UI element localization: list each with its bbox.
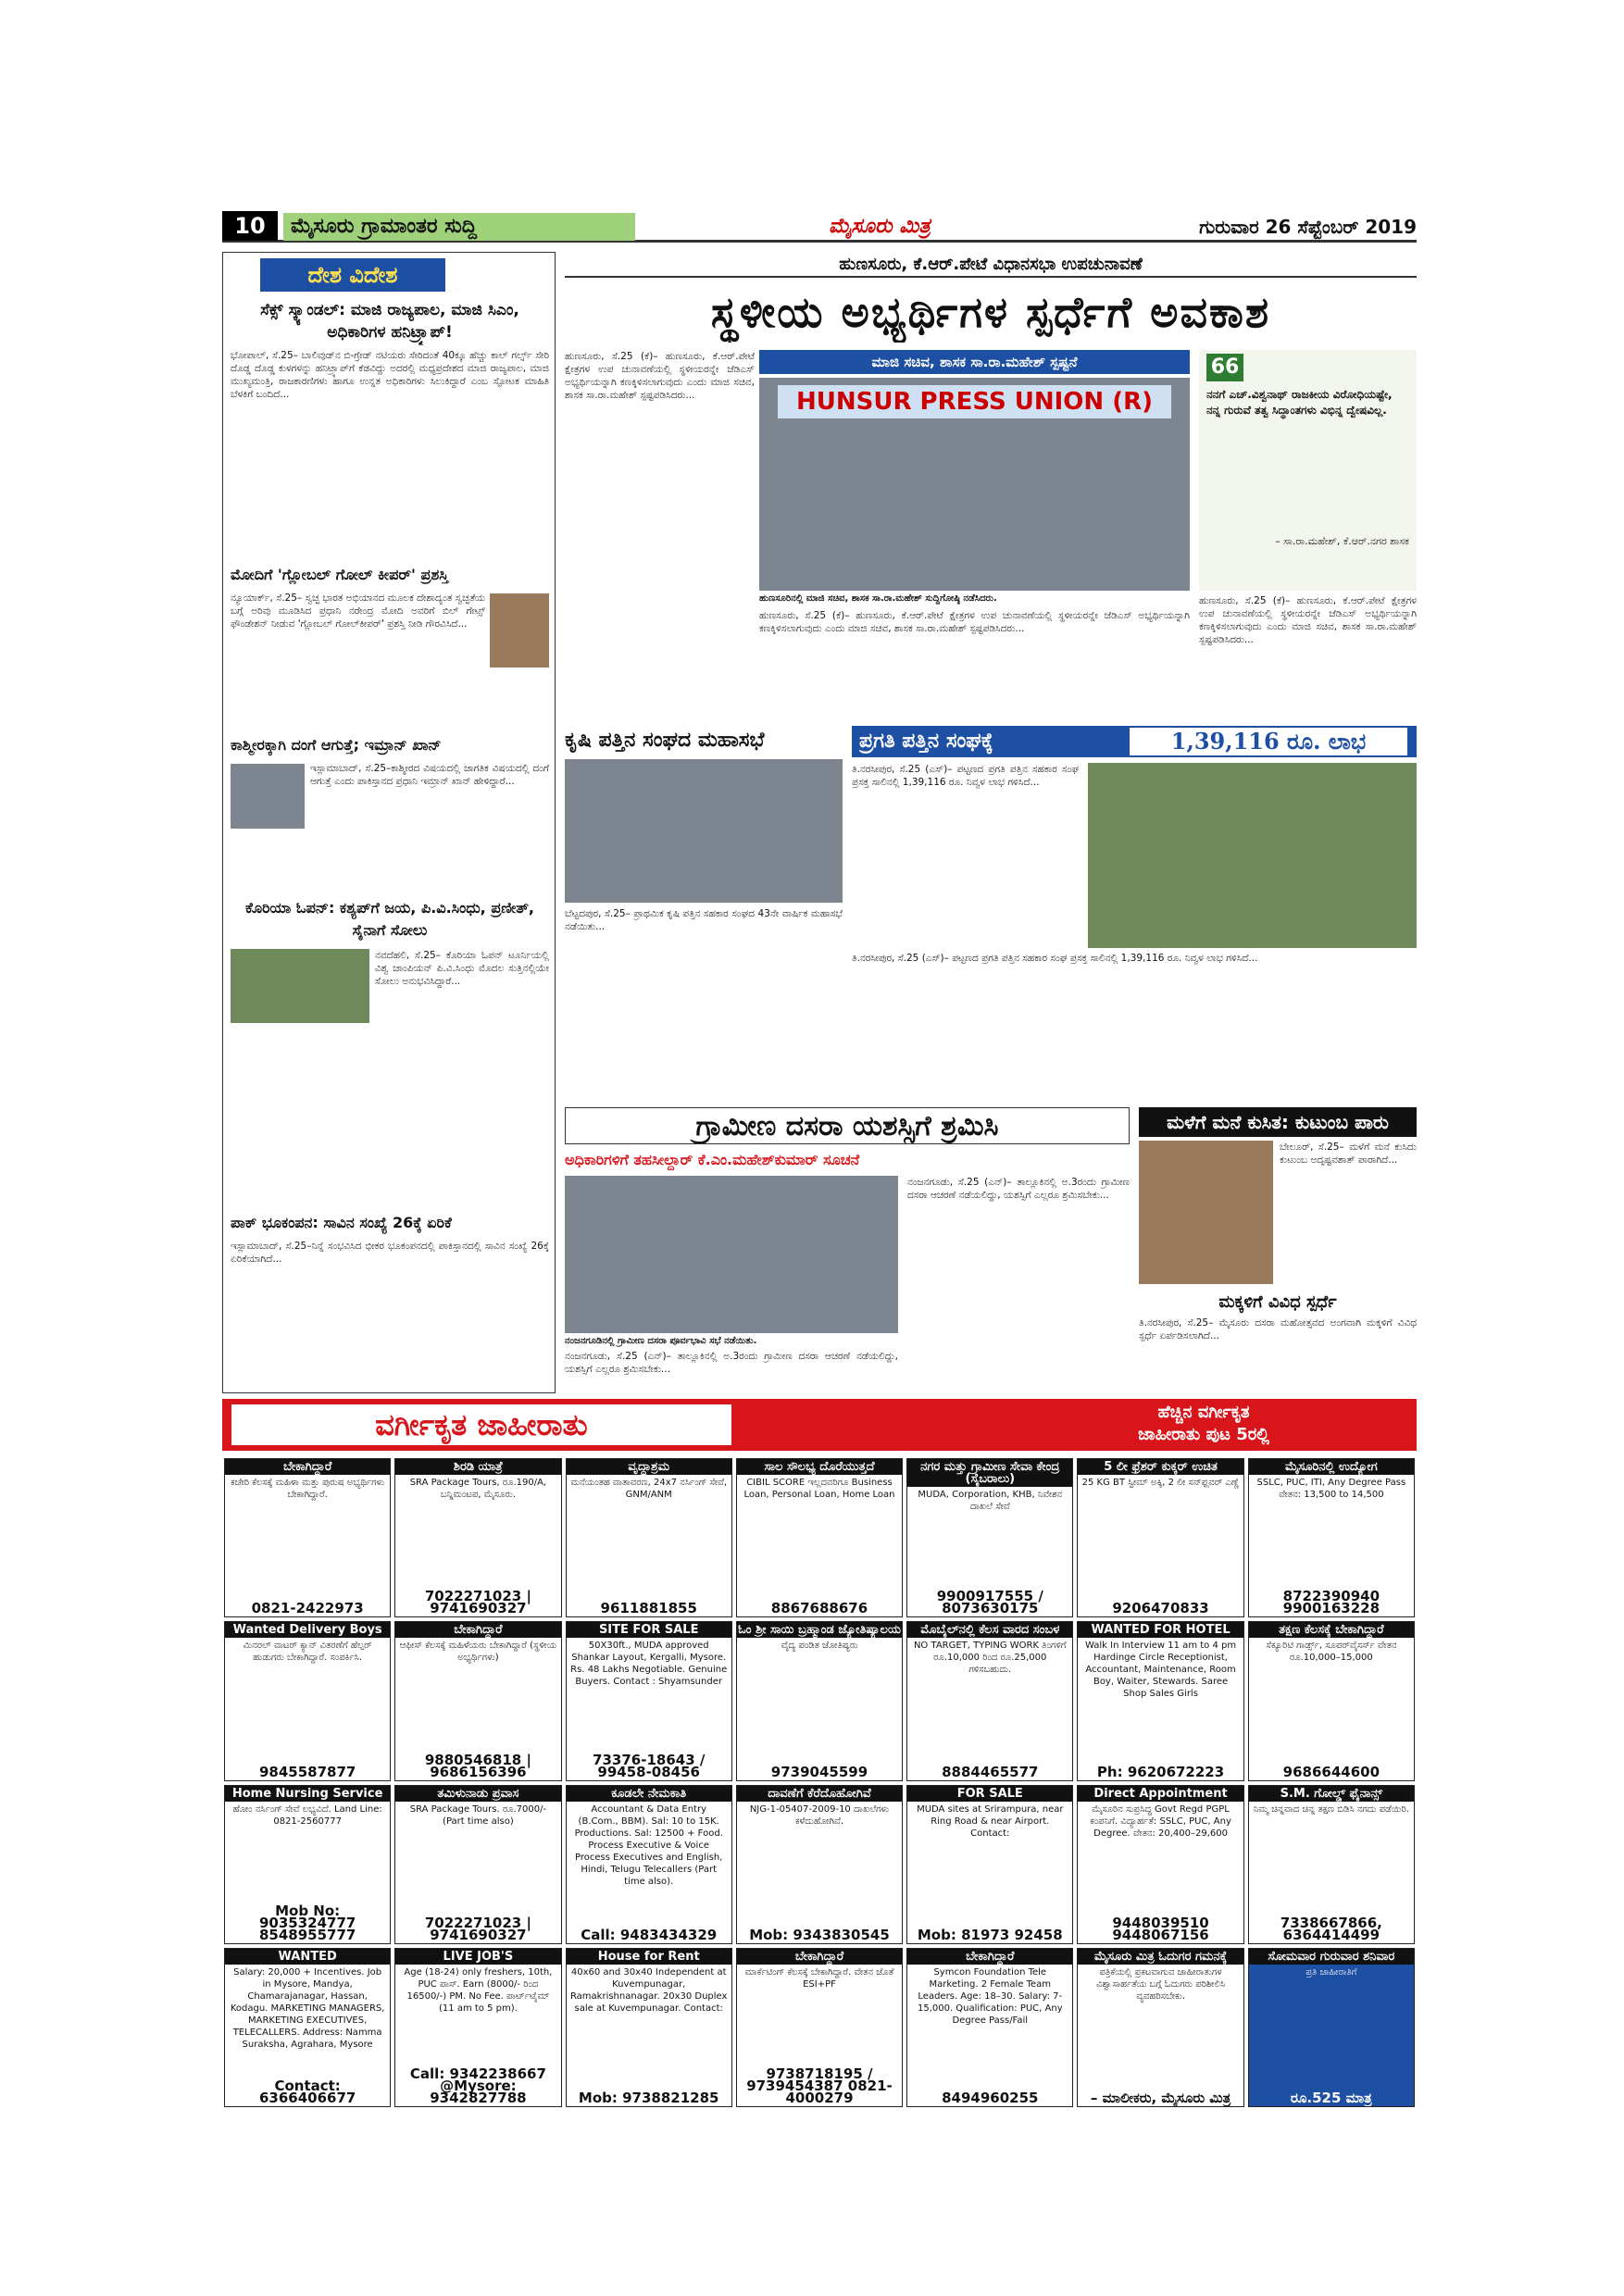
ad-title: ಬೇಕಾಗಿದ್ದಾರೆ xyxy=(225,1459,390,1475)
section-banner: ದೇಶ ವಿದೇಶ xyxy=(260,258,445,292)
press-union-banner: HUNSUR PRESS UNION (R) xyxy=(778,385,1171,418)
quote-mark-icon: 66 xyxy=(1206,354,1243,381)
ad-body: MUDA sites at Srirampura, near Ring Road & near Airport. Contact: xyxy=(917,1803,1064,1839)
ad-phone: Contact: 6366406677 xyxy=(258,2078,356,2106)
ad-body: ನಿಮ್ಮ ಚಿನ್ನವಾದ ಚಿನ್ನ ತಕ್ಷಣ ಬಿಡಿಸಿ ನಗದು ಪಡೆಯಿರಿ. xyxy=(1253,1803,1409,1815)
makkala-text: ತಿ.ನರಸೀಪುರ, ಸೆ.25– ಮೈಸೂರು ದಸರಾ ಮಹೋತ್ಸವದ ಅಂಗವಾಗಿ ಮಕ್ಕಳಿಗೆ ವಿವಿಧ ಸ್ಪರ್ಧೆ ಏರ್ಪಡಿಸಲಾಗಿದೆ... xyxy=(1139,1317,1417,1341)
lead-body-cont: ಹುಣಸೂರು, ಸೆ.25 (ಕೆ)– ಹುಣಸೂರು, ಕೆ.ಆರ್.ಪೇಟೆ ಕ್ಷೇತ್ರಗಳ ಉಪ ಚುನಾವಣೆಯಲ್ಲಿ ಸ್ಥಳೀಯರನ್ನೇ ಜೆಡಿಎಸ್ ಅಭ್ಯರ್ಥಿಯನ್ನಾಗಿ ಕಣಕ್ಕಿಳಿಸಲಾಗುವುದು ಎಂದು ಮಾಜಿ ಸಚಿವ, ಶಾಸಕ ಸಾ.ರಾ.ಮಹೇಶ್ ಸ್ಪಷ್ಟಪಡಿಸಿದರು... xyxy=(759,610,1190,634)
classified-note-line1: ಹೆಚ್ಚಿನ ವರ್ಗೀಕೃತ xyxy=(1157,1403,1250,1422)
classified-ad xyxy=(224,1621,391,1780)
ad-title: ದಾವಣೆಗೆ ಕೆರೆದೊಹೋಗಿವೆ xyxy=(737,1786,902,1802)
classified-ad xyxy=(394,1458,561,1617)
ad-body: Age (18-24) only freshers, 10th, PUC ಪಾಸ್. Earn (8000/- ರಿಂದ 16500/-) PM. No Fee. ಪಾರ್ಟ್‌ಟೈಮ್ (11 am to 5 pm). xyxy=(404,1966,553,2014)
ad-body: Symcon Foundation Tele Marketing. 2 Female Team Leaders. Age: 18–30. Salary: 7-15,000. Qualification: PUC, Any Degree Pass/Fail xyxy=(917,1966,1063,2026)
ad-title: Direct Appointment xyxy=(1078,1786,1243,1802)
krishi-text: ಬೆಟ್ಟದಪುರ, ಸೆ.25– ಪ್ರಾಥಮಿಕ ಕೃಷಿ ಪತ್ತಿನ ಸಹಕಾರ ಸಂಘದ 43ನೇ ವಾರ್ಷಿಕ ಮಹಾಸಭೆ ನಡೆಯಿತು... xyxy=(565,908,843,932)
lead-photo xyxy=(759,378,1190,591)
ad-title: ಸೋಮವಾರ ಗುರುವಾರ ಶನಿವಾರ xyxy=(1249,1949,1414,1965)
classified-band xyxy=(222,1399,1417,1451)
pragati-headline: ಪ್ರಗತಿ ಪತ್ತಿನ ಸಂಘಕ್ಕೆ xyxy=(859,730,993,753)
classified-ad xyxy=(736,1785,903,1944)
ad-phone: 9738718195 / 9739454387 0821-4000279 xyxy=(746,2065,893,2106)
ad-body: ಆಫೀಸ್ ಕೆಲಸಕ್ಕೆ ಮಹಿಳೆಯರು ಬೇಕಾಗಿದ್ದಾರೆ (ಸ್ಥಳೀಯ ಅಭ್ಯರ್ಥಿಗಳು) xyxy=(399,1641,557,1664)
section-title: ಮೈಸೂರು ಗ್ರಾಮಾಂತರ ಸುದ್ದಿ xyxy=(283,213,635,241)
classified-ad xyxy=(224,1948,391,2107)
ad-title: LIVE JOB'S xyxy=(395,1949,560,1965)
ad-phone: 7022271023 | 9741690327 xyxy=(424,1588,531,1617)
ad-body: NJG-1-05407-2009-10 ದಾಖಲೆಗಳು ಕಳೆದುಹೋಗಿವೆ. xyxy=(749,1803,890,1827)
ad-phone: 73376-18643 / 99458-08456 xyxy=(593,1751,706,1780)
masthead-logo: ಮೈಸೂರು ಮಿತ್ರ xyxy=(829,215,931,238)
ad-phone: – ಮಾಲೀಕರು, ಮೈಸೂರು ಮಿತ್ರ xyxy=(1090,2090,1231,2106)
dasara-headline: ಗ್ರಾಮೀಣ ದಸರಾ ಯಶಸ್ಸಿಗೆ ಶ್ರಮಿಸಿ xyxy=(565,1107,1130,1144)
ad-phone: 9611881855 xyxy=(600,1600,697,1617)
ad-phone: 0821-2422973 xyxy=(251,1600,364,1617)
male-text: ಬೇಲೂರ್, ಸೆ.25– ಮಳೆಗೆ ಮನೆ ಕುಸಿದು ಕುಟುಂಬ ಅದೃಷ್ಟವಶಾತ್ ಪಾರಾಗಿದೆ... xyxy=(1280,1142,1417,1166)
page-number: 10 xyxy=(222,211,278,241)
story2-text: ನ್ಯೂಯಾರ್ಕ್, ಸೆ.25– ಸ್ವಚ್ಛ ಭಾರತ ಅಭಿಯಾನದ ಮೂಲಕ ದೇಶಾದ್ಯಂತ ಸ್ವಚ್ಛತೆಯ ಬಗ್ಗೆ ಅರಿವು ಮೂಡಿಸಿದ ಪ್ರಧಾನಿ ನರೇಂದ್ರ ಮೋದಿ ಅವರಿಗೆ ಬಿಲ್ ಗೇಟ್ಸ್ ಫೌಂಡೇಶನ್ ನೀಡುವ 'ಗ್ಲೋಬಲ್ ಗೋಲ್‌ಕೀಪರ್' ಪ್ರಶಸ್ತಿ ನೀಡಿ ಗೌರವಿಸಿದೆ... xyxy=(231,593,485,630)
ad-phone: 8722390940 9900163228 xyxy=(1282,1588,1380,1617)
lead-caption: ಹುಣಸೂರಿನಲ್ಲಿ ಮಾಜಿ ಸಚಿವ, ಶಾಸಕ ಸಾ.ರಾ.ಮಹೇಶ್ ಸುದ್ದಿಗೋಷ್ಠಿ ನಡೆಸಿದರು. xyxy=(759,593,997,604)
ad-phone: 8494960255 xyxy=(942,2090,1039,2106)
male-photo xyxy=(1139,1141,1273,1284)
classified-ad xyxy=(566,1948,732,2107)
classified-ad xyxy=(906,1458,1073,1617)
classified-ads-grid xyxy=(222,1456,1417,2109)
ad-phone: Call: 9483434329 xyxy=(581,1926,718,1943)
quote-author: – ಸಾ.ರಾ.ಮಹೇಶ್, ಕೆ.ಆರ್.ನಗರ ಶಾಸಕ xyxy=(1275,535,1409,547)
classified-ad xyxy=(1077,1621,1243,1780)
pragati-header xyxy=(852,726,1417,757)
ad-title: ತಕ್ಷಣ ಕೆಲಸಕ್ಕೆ ಬೇಕಾಗಿದ್ದಾರೆ xyxy=(1249,1622,1414,1638)
lead-body: ಹುಣಸೂರು, ಸೆ.25 (ಕೆ)– ಹುಣಸೂರು, ಕೆ.ಆರ್.ಪೇಟೆ ಕ್ಷೇತ್ರಗಳ ಉಪ ಚುನಾವಣೆಯಲ್ಲಿ ಸ್ಥಳೀಯರನ್ನೇ ಜೆಡಿಎಸ್ ಅಭ್ಯರ್ಥಿಯನ್ನಾಗಿ ಕಣಕ್ಕಿಳಿಸಲಾಗುವುದು ಎಂದು ಮಾಜಿ ಸಚಿವ, ಶಾಸಕ ಸಾ.ರಾ.ಮಹೇಶ್ ಸ್ಪಷ್ಟಪಡಿಸಿದರು... xyxy=(565,351,755,401)
ad-body: ಮೈಸೂರಿನ ಸುಪ್ರಸಿದ್ಧ Govt Regd PGPL ಕಂಪನಿಗೆ. ವಿದ್ಯಾರ್ಹತೆ: SSLC, PUC, Any Degree. ವೇತನ: 20,400–29,600 xyxy=(1090,1803,1231,1839)
classified-ad xyxy=(906,1621,1073,1780)
ad-phone: 8867688676 xyxy=(770,1600,868,1617)
story2-headline: ಮೋದಿಗೆ 'ಗ್ಲೋಬಲ್ ಗೋಲ್ ಕೀಪರ್' ಪ್ರಶಸ್ತಿ xyxy=(231,566,449,583)
ad-phone: Mob: 81973 92458 xyxy=(917,1926,1063,1943)
male-headline: ಮಳೆಗೆ ಮನೆ ಕುಸಿತ: ಕುಟುಂಬ ಪಾರು xyxy=(1139,1107,1417,1137)
classified-ad xyxy=(736,1621,903,1780)
ad-body: ಪತ್ರಿಕೆಯಲ್ಲಿ ಪ್ರಕಟವಾಗುವ ಜಾಹೀರಾತುಗಳ ವಿಶ್ವಾಸಾರ್ಹತೆಯ ಬಗ್ಗೆ ಓದುಗರು ಪರಿಶೀಲಿಸಿ ವ್ಯವಹರಿಸಬೇಕು. xyxy=(1096,1966,1226,2002)
ad-phone: Call: 9342238667 @Mysore: 9342827788 xyxy=(409,2065,546,2106)
ad-body: ಮನೆಯಂತಹ ವಾತಾವರಣ, 24x7 ನರ್ಸಿಂಗ್ ಸೇವೆ, GNM/ANM xyxy=(570,1478,728,1500)
lead-strap: ಮಾಜಿ ಸಚಿವ, ಶಾಸಕ ಸಾ.ರಾ.ಮಹೇಶ್ ಸ್ಪಷ್ಟನೆ xyxy=(759,350,1190,374)
ad-body: Salary: 20,000 + Incentives. Job in Mysore, Mandya, Chamarajanagar, Hassan, Kodagu. MARKETING MANAGERS, MARKETING EXECUTIVES, TELECALLERS. Address: Namma Suraksha, Agrahara, Mysore xyxy=(230,1966,385,2050)
ad-phone: 9900917555 / 8073630175 xyxy=(936,1588,1043,1617)
ad-body: SRA Package Tours. ರೂ.7000/- (Part time also) xyxy=(409,1803,547,1827)
ad-title: S.M. ಗೋಲ್ಡ್ ಫೈನಾನ್ಸ್ xyxy=(1249,1786,1414,1802)
modi-photo xyxy=(490,593,549,668)
ad-title: Wanted Delivery Boys xyxy=(225,1622,390,1638)
ad-body: CIBIL SCORE ಇಲ್ಲದವರಿಗೂ Business Loan, Personal Loan, Home Loan xyxy=(743,1478,895,1500)
badminton-photo xyxy=(231,949,369,1023)
classified-ad xyxy=(394,1948,561,2107)
dasara-text: ನಂಜನಗೂಡು, ಸೆ.25 (ಎನ್)– ತಾಲ್ಲೂಕಿನಲ್ಲಿ ಅ.3ರಂದು ಗ್ರಾಮೀಣ ದಸರಾ ಆಚರಣೆ ನಡೆಯಲಿದ್ದು, ಯಶಸ್ಸಿಗೆ ಎಲ್ಲರೂ ಶ್ರಮಿಸಬೇಕು... xyxy=(907,1177,1130,1201)
classified-ad xyxy=(906,1785,1073,1944)
ad-body: ಕಚೇರಿ ಕೆಲಸಕ್ಕೆ ಮಹಿಳಾ ಮತ್ತು ಪುರುಷ ಅಭ್ಯರ್ಥಿಗಳು ಬೇಕಾಗಿದ್ದಾರೆ. xyxy=(231,1478,385,1500)
ad-title: WANTED xyxy=(225,1949,390,1965)
ad-body: ಸೆಕ್ಯೂರಿಟಿ ಗಾರ್ಡ್ಸ್, ಸೂಪರ್‌ವೈಸರ್ಸ್ ವೇತನ ರೂ.10,000–15,000 xyxy=(1266,1641,1397,1664)
story3-text: ಇಸ್ಲಾಮಾಬಾದ್, ಸೆ.25–ಕಾಶ್ಮೀರದ ವಿಷಯದಲ್ಲಿ ಜಾಗತಿಕ ವಿಷಯದಲ್ಲಿ ದಂಗೆ ಆಗುತ್ತೆ ಎಂದು ಪಾಕಿಸ್ತಾನದ ಪ್ರಧಾನಿ ಇಮ್ರಾನ್ ಖಾನ್ ಹೇಳಿದ್ದಾರೆ... xyxy=(310,763,549,787)
ad-title: ತಮಿಳುನಾಡು ಪ್ರವಾಸ xyxy=(395,1786,560,1802)
ad-title: ಓಂ ಶ್ರೀ ಸಾಯಿ ಬ್ರಹ್ಮಾಂಡ ಜ್ಯೋತಿಷ್ಯಾಲಯ xyxy=(738,1623,901,1638)
classified-title: ವರ್ಗೀಕೃತ ಜಾಹೀರಾತು xyxy=(231,1404,731,1445)
classified-ad xyxy=(566,1458,732,1617)
lead-headline: ಸ್ಥಳೀಯ ಅಭ್ಯರ್ಥಿಗಳ ಸ್ಪರ್ಧೆಗೆ ಅವಕಾಶ xyxy=(710,287,1271,337)
ad-body: MUDA, Corporation, KHB, ನಿವೇಶನ ದಾಖಲೆ ಸೇವೆ xyxy=(918,1490,1063,1512)
ad-body: ಪ್ರತಿ ಜಾಹೀರಾತಿಗೆ xyxy=(1305,1966,1357,1978)
ad-title: ಸಾಲ ಸೌಲಭ್ಯ ದೊರೆಯುತ್ತದೆ xyxy=(737,1459,902,1475)
classified-ad xyxy=(394,1785,561,1944)
ad-phone: 9206470833 xyxy=(1112,1600,1209,1617)
ad-phone: 7022271023 | 9741690327 xyxy=(424,1914,531,1943)
ad-title: ಮೊಬೈಲ್‌ನಲ್ಲಿ ಕೆಲಸ ವಾರದ ಸಂಬಳ xyxy=(907,1622,1072,1638)
classified-ad xyxy=(224,1785,391,1944)
story5-headline: ಪಾಕ್ ಭೂಕಂಪನ: ಸಾವಿನ ಸಂಖ್ಯೆ 26ಕ್ಕೆ ಏರಿಕೆ xyxy=(231,1214,452,1231)
makkala-headline: ಮಕ್ಕಳಿಗೆ ವಿವಿಧ ಸ್ಪರ್ಧೆ xyxy=(1218,1292,1337,1312)
story4-headline: ಕೊರಿಯಾ ಓಪನ್: ಕಶ್ಯಪ್‌ಗೆ ಜಯ, ಪಿ.ವಿ.ಸಿಂಧು, ಪ್ರಣೀತ್, ಸೈನಾಗೆ ಸೋಲು xyxy=(245,899,534,939)
desha-videsha-column xyxy=(222,252,556,1393)
quote-text: ನನಗೆ ಎಚ್.ವಿಶ್ವನಾಥ್ ರಾಜಕೀಯ ವಿರೋಧಿಯಷ್ಟೇ, ನನ್ನ ಗುರುವೆ ತತ್ವ ಸಿದ್ಧಾಂತಗಳು ವಿಭಿನ್ನ ದ್ವೇಷವಿಲ್ಲ. xyxy=(1206,388,1393,417)
ad-title: ವೃದ್ಧಾಶ್ರಮ xyxy=(567,1459,731,1475)
pragati-text: ತಿ.ನರಸೀಪುರ, ಸೆ.25 (ಎಸ್)– ಪಟ್ಟಣದ ಪ್ರಗತಿ ಪತ್ತಿನ ಸಹಕಾರ ಸಂಘ ಪ್ರಸಕ್ತ ಸಾಲಿನಲ್ಲಿ 1,39,116 ರೂ. ನಿವ್ವಳ ಲಾಭ ಗಳಿಸಿದೆ... xyxy=(852,764,1079,788)
dasara-text-cont: ನಂಜನಗೂಡು, ಸೆ.25 (ಎನ್)– ತಾಲ್ಲೂಕಿನಲ್ಲಿ ಅ.3ರಂದು ಗ್ರಾಮೀಣ ದಸರಾ ಆಚರಣೆ ನಡೆಯಲಿದ್ದು, ಯಶಸ್ಸಿಗೆ ಎಲ್ಲರೂ ಶ್ರಮಿಸಬೇಕು... xyxy=(565,1351,898,1375)
story3-headline: ಕಾಶ್ಮೀರಕ್ಕಾಗಿ ದಂಗೆ ಆಗುತ್ತೆ; ಇಮ್ರಾನ್ ಖಾನ್ xyxy=(231,736,442,754)
ad-phone: Ph: 9620672223 xyxy=(1096,1763,1225,1780)
story1-headline: ಸೆಕ್ಸ್ ಸ್ಕ್ಯಾಂಡಲ್: ಮಾಜಿ ರಾಜ್ಯಪಾಲ, ಮಾಜಿ ಸಿಎಂ, ಅಧಿಕಾರಿಗಳ ಹನಿಟ್ರ್ಯಾಪ್! xyxy=(260,301,519,342)
ad-phone: 7338667866, 6364414499 xyxy=(1280,1914,1382,1943)
story4-text: ನವದೆಹಲಿ, ಸೆ.25– ಕೊರಿಯಾ ಓಪನ್ ಟೂರ್ನಿಯಲ್ಲಿ ವಿಶ್ವ ಚಾಂಪಿಯನ್ ಪಿ.ವಿ.ಸಿಂಧು ಮೊದಲ ಸುತ್ತಿನಲ್ಲಿಯೇ ಸೋಲು ಅನುಭವಿಸಿದ್ದಾರೆ... xyxy=(375,950,549,987)
lead-kicker: ಹುಣಸೂರು, ಕೆ.ಆರ್.ಪೇಟೆ ವಿಧಾನಸಭಾ ಉಪಚುನಾವಣೆ xyxy=(565,252,1417,278)
ad-title: ಮೈಸೂರಿನಲ್ಲಿ ಉದ್ಯೋಗ xyxy=(1249,1459,1414,1475)
classified-ad xyxy=(736,1458,903,1617)
ad-title: 5 ಲೀ ಫ್ರೆಶರ್ ಕುಕ್ಕರ್ ಉಚಿತ xyxy=(1078,1459,1243,1475)
ad-body: NO TARGET, TYPING WORK ತಿಂಗಳಿಗೆ ರೂ.10,000 ರಿಂದ ರೂ.25,000 ಗಳಿಸಬಹುದು. xyxy=(913,1641,1067,1676)
classified-ad xyxy=(566,1621,732,1780)
classified-ad xyxy=(1248,1948,1415,2107)
ad-title: ಬೇಕಾಗಿದ್ದಾರೆ xyxy=(907,1949,1072,1965)
ad-title: Home Nursing Service xyxy=(225,1786,390,1802)
ad-phone: 9880546818 | 9686156396 xyxy=(424,1751,531,1780)
ad-phone: Mob: 9738821285 xyxy=(578,2090,719,2106)
ad-body: 50X30ft., MUDA approved Shankar Layout, Kergalli, Mysore. Rs. 48 Lakhs Negotiable. Genuine Buyers. Contact : Shyamsunder xyxy=(570,1641,728,1688)
ad-body: ಹೋಂ ನರ್ಸಿಂಗ್ ಸೇವೆ ಲಭ್ಯವಿದೆ. Land Line: 0821-2560777 xyxy=(232,1803,382,1827)
ad-title: ಶಿರಡಿ ಯಾತ್ರೆ xyxy=(395,1459,560,1475)
ad-title: ಬೇಕಾಗಿದ್ದಾರೆ xyxy=(395,1622,560,1638)
classified-ad xyxy=(1248,1458,1415,1617)
ad-title: FOR SALE xyxy=(907,1786,1072,1802)
story1-text: ಭೋಪಾಲ್, ಸೆ.25– ಬಾಲಿವುಡ್‌ನ ಬಿ-ಗ್ರೇಡ್ ನಟಿಯರು ಸೇರಿದಂತೆ 40ಕ್ಕೂ ಹೆಚ್ಚು ಕಾಲ್ ಗರ್ಲ್ಸ್ ಸೇರಿ ದೊಡ್ಡ ದೊಡ್ಡ ಕುಳಗಳನ್ನು ಹನಿಟ್ರ್ಯಾಪ್‌ಗೆ ಕೆಡವಿದ್ದು ಅದರಲ್ಲಿ ಮಧ್ಯಪ್ರದೇಶದ ಮಾಜಿ ರಾಜ್ಯಪಾಲ, ಮಾಜಿ ಮುಖ್ಯಮಂತ್ರಿ, ರಾಜಕಾರಣಿಗಳು ಹಾಗೂ ಉನ್ನತ ಅಧಿಕಾರಿಗಳು ಸಿಲುಕಿದ್ದಾರೆ ಎಂಬ ಸ್ಫೋಟಕ ಮಾಹಿತಿ ಬೆಳಕಿಗೆ ಬಂದಿದೆ... xyxy=(231,350,549,400)
ad-phone: Mob: 9343830545 xyxy=(749,1926,890,1943)
ad-phone: 9448039510 9448067156 xyxy=(1112,1914,1209,1943)
ad-body: Accountant & Data Entry (B.Com., BBM). Sal: 10 to 15K. Productions. Sal: 12500 + Food. Process Executive & Voice Process Executives and English, Hindi, Telugu Telecallers (Part time also). xyxy=(574,1803,723,1887)
dasara-subheadline: ಅಧಿಕಾರಿಗಳಿಗೆ ತಹಸೀಲ್ದಾರ್ ಕೆ.ಎಂ.ಮಹೇಶ್‌ಕುಮಾರ್ ಸೂಚನೆ xyxy=(565,1151,860,1168)
ad-phone: ರೂ.525 ಮಾತ್ರ xyxy=(1290,2090,1372,2106)
classified-ad xyxy=(736,1948,903,2107)
dateline: ಗುರುವಾರ 26 ಸೆಪ್ಟೆಂಬರ್ 2019 xyxy=(1199,216,1417,238)
classified-note-line2: ಜಾಹೀರಾತು ಪುಟ 5ರಲ್ಲಿ xyxy=(1138,1425,1269,1444)
classified-ad xyxy=(1077,1785,1243,1944)
ad-body: ಮಾರ್ಕೆಟಿಂಗ್ ಕೆಲಸಕ್ಕೆ ಬೇಕಾಗಿದ್ದಾರೆ. ವೇತನ ಜೊತೆ ESI+PF xyxy=(744,1966,894,1990)
ad-body: Walk In Interview 11 am to 4 pm Hardinge Circle Receptionist, Accountant, Maintenance, Room Boy, Waiter, Stewards. Saree Shop Sales Girls xyxy=(1085,1641,1237,1700)
pragati-amount: 1,39,116 ರೂ. ಲಾಭ xyxy=(1130,728,1407,755)
ad-title: ನಗರ ಮತ್ತು ಗ್ರಾಮೀಣ ಸೇವಾ ಕೇಂದ್ರ (ಸೈಬರಾಲು) xyxy=(907,1459,1072,1487)
krishi-photo xyxy=(565,759,843,903)
classified-ad xyxy=(906,1948,1073,2107)
classified-ad xyxy=(394,1621,561,1780)
ad-title: ಬೇಕಾಗಿದ್ದಾರೆ xyxy=(737,1949,902,1965)
ad-title: House for Rent xyxy=(567,1949,731,1965)
ad-phone: Mob No: 9035324777 8548955777 xyxy=(258,1902,356,1943)
classified-ad xyxy=(1248,1621,1415,1780)
newspaper-page xyxy=(222,211,1417,2109)
pragati-text-cont: ತಿ.ನರಸೀಪುರ, ಸೆ.25 (ಎಸ್)– ಪಟ್ಟಣದ ಪ್ರಗತಿ ಪತ್ತಿನ ಸಹಕಾರ ಸಂಘ ಪ್ರಸಕ್ತ ಸಾಲಿನಲ್ಲಿ 1,39,116 ರೂ. ನಿವ್ವಳ ಲಾಭ ಗಳಿಸಿದೆ... xyxy=(852,953,1258,964)
ad-body: SSLC, PUC, ITI, Any Degree Pass ವೇತನ: 13,500 to 14,500 xyxy=(1256,1478,1406,1500)
ad-body: 25 KG BT ಸ್ಟೀಮ್ ಅಕ್ಕಿ, 2 ಲೀ ಸನ್‌ಫ್ಲವರ್ ಎಣ್ಣೆ xyxy=(1081,1478,1240,1488)
imran-khan-photo xyxy=(231,764,305,829)
classified-ad xyxy=(1077,1458,1243,1617)
dasara-photo xyxy=(565,1176,898,1333)
ad-title: ಮೈಸೂರು ಮಿತ್ರ ಓದುಗರ ಗಮನಕ್ಕೆ xyxy=(1078,1949,1243,1965)
ad-phone: 9845587877 xyxy=(258,1763,356,1780)
ad-body: SRA Package Tours, ರೂ.190/A, ಬನ್ನಿಮಂಟಪ, ಮೈಸೂರು. xyxy=(409,1478,547,1500)
classified-ad xyxy=(566,1785,732,1944)
classified-ad xyxy=(224,1458,391,1617)
ad-title: SITE FOR SALE xyxy=(567,1622,731,1638)
ad-body: 40x60 and 30x40 Independent at Kuvempunagar, Ramakrishnanagar. 20x30 Duplex sale at Kuvempunagar. Contact: xyxy=(569,1966,728,2014)
ad-body: ವೈದ್ಯ ಪಂಡಿತ ಜೋತಿಷ್ಯರು xyxy=(781,1641,858,1652)
dasara-caption: ನಂಜನಗೂಡಿನಲ್ಲಿ ಗ್ರಾಮೀಣ ದಸರಾ ಪೂರ್ವಭಾವಿ ಸಭೆ ನಡೆಯಿತು. xyxy=(565,1336,757,1346)
lead-body-right: ಹುಣಸೂರು, ಸೆ.25 (ಕೆ)– ಹುಣಸೂರು, ಕೆ.ಆರ್.ಪೇಟೆ ಕ್ಷೇತ್ರಗಳ ಉಪ ಚುನಾವಣೆಯಲ್ಲಿ ಸ್ಥಳೀಯರನ್ನೇ ಜೆಡಿಎಸ್ ಅಭ್ಯರ್ಥಿಯನ್ನಾಗಿ ಕಣಕ್ಕಿಳಿಸಲಾಗುವುದು ಎಂದು ಮಾಜಿ ಸಚಿವ, ಶಾಸಕ ಸಾ.ರಾ.ಮಹೇಶ್ ಸ್ಪಷ್ಟಪಡಿಸಿದರು... xyxy=(1199,595,1417,645)
ad-title: ಕೂಡಲೇ ನೇಮಕಾತಿ xyxy=(567,1786,731,1802)
pragati-photo xyxy=(1088,763,1417,948)
ad-body: ಮಿನರಲ್ ವಾಟರ್ ಕ್ಯಾನ್ ವಿತರಣೆಗೆ ಹೆಲ್ಪರ್ ಹುಡುಗರು ಬೇಕಾಗಿದ್ದಾರೆ. ಸಂಪರ್ಕಿಸಿ. xyxy=(243,1641,372,1664)
quote-box xyxy=(1199,350,1417,591)
ad-title: WANTED FOR HOTEL xyxy=(1078,1622,1243,1638)
classified-ad xyxy=(1077,1948,1243,2107)
story5-text: ಇಸ್ಲಾಮಾಬಾದ್, ಸೆ.25–ನಿನ್ನೆ ಸಂಭವಿಸಿದ ಭೀಕರ ಭೂಕಂಪನದಲ್ಲಿ ಪಾಕಿಸ್ತಾನದಲ್ಲಿ ಸಾವಿನ ಸಂಖ್ಯೆ 26ಕ್ಕೆ ಏರಿಕೆಯಾಗಿದೆ... xyxy=(231,1241,549,1265)
ad-phone: 9686644600 xyxy=(1282,1763,1380,1780)
ad-phone: 8884465577 xyxy=(942,1763,1039,1780)
classified-ad xyxy=(1248,1785,1415,1944)
krishi-headline: ಕೃಷಿ ಪತ್ತಿನ ಸಂಘದ ಮಹಾಸಭೆ xyxy=(565,729,765,752)
ad-phone: 9739045599 xyxy=(770,1763,868,1780)
